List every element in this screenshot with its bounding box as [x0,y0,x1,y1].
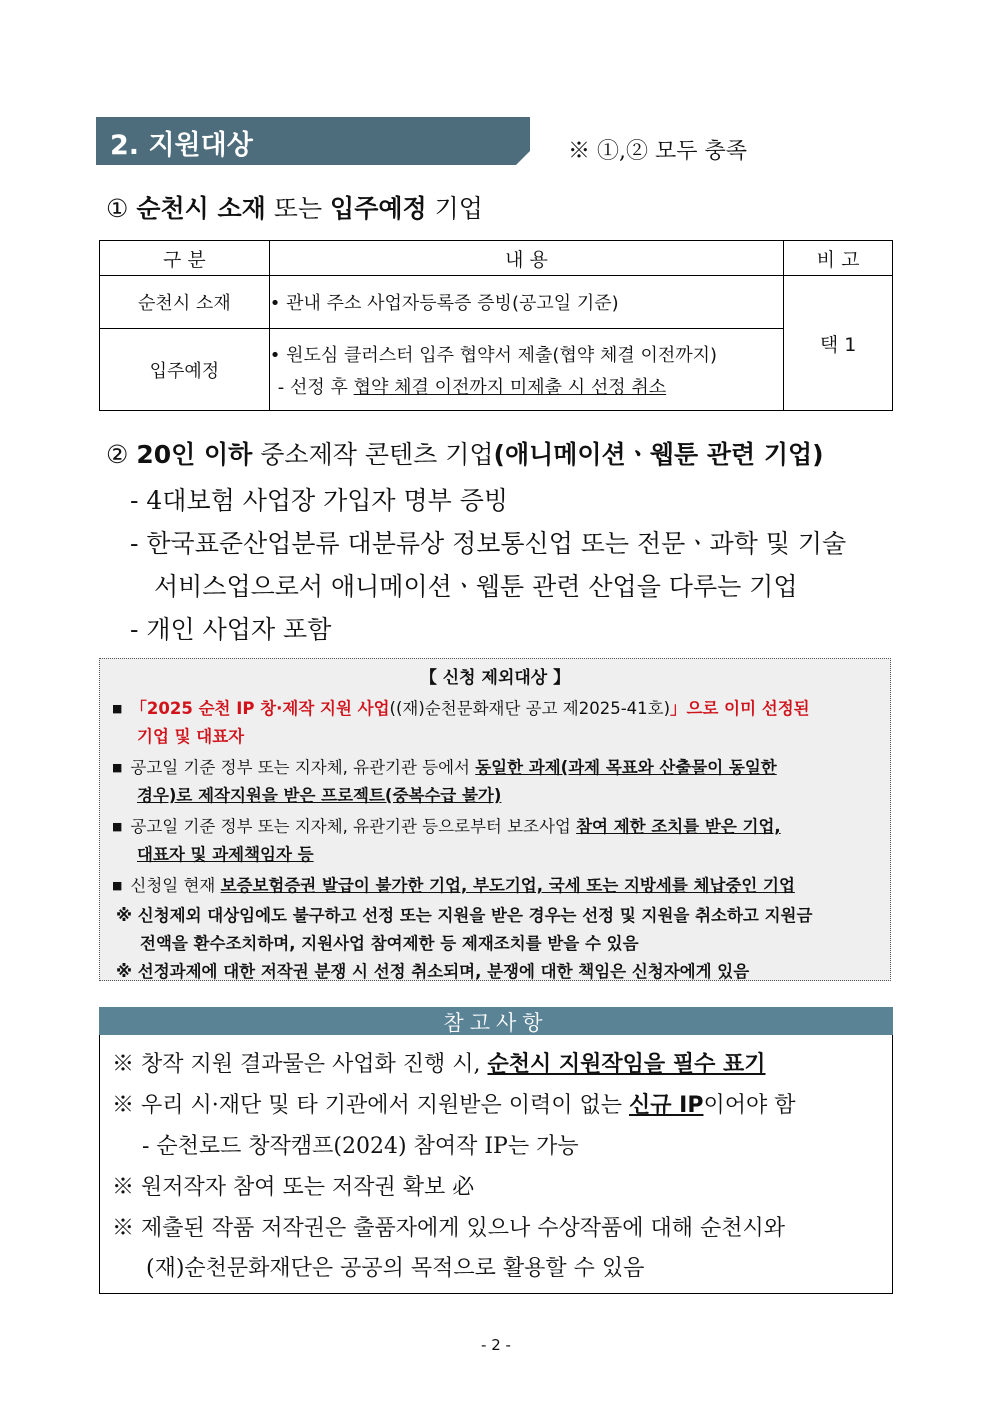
exclusion-text: 공고일 기준 정부 또는 지자체, 유관기관 등에서 [130,758,476,777]
criterion-2-bullet: - 한국표준산업분류 대분류상 정보통신업 또는 전문ㆍ과학 및 기술 [130,529,847,558]
row-content: • 관내 주소 사업자등록증 증빙(공고일 기준) [269,276,783,329]
reference-underlined: 순천시 지원작임을 필수 표기 [487,1052,766,1077]
reference-header-bar [99,1007,893,1035]
criterion-1-number: ① [106,194,129,223]
criterion-2-bullet-cont: 서비스업으로서 애니메이션ㆍ웹툰 관련 산업을 다루는 기업 [154,572,798,601]
exclusion-item-cont: 기업 및 대표자 [137,727,245,746]
criterion-2-bullet: - 4대보험 사업장 가입자 명부 증빙 [130,486,509,515]
table-note: 택 1 [784,276,893,411]
criterion-2-mid: 중소제작 콘텐츠 기업 [252,440,494,469]
table-row [100,329,893,411]
criterion-2-heading [106,435,824,471]
exclusion-item [112,872,795,896]
exclusion-box [99,658,891,981]
criterion-2-bold-a: 20인 이하 [136,440,253,469]
reference-subitem: - 순천로드 창작캠프(2024) 참여작 IP는 가능 [142,1134,579,1159]
table-header-category: 구 분 [100,241,270,276]
exclusion-text: ((재)순천문화재단 공고 제2025-41호) [389,699,671,718]
row-label: 순천시 소재 [100,276,270,329]
exclusion-red-text: 」으로 이미 선정된 [670,699,810,718]
page-number: - 2 - [481,1336,511,1354]
exclusion-item [112,754,777,778]
criterion-1-bold-b: 입주예정 [330,194,427,223]
reference-item: ※ 원저작자 참여 또는 저작권 확보 必 [112,1175,475,1200]
row-content-subline [270,373,783,399]
section-header [96,117,530,165]
reference-title: 참고사항 [443,1011,549,1035]
row-content [269,329,783,411]
exclusion-note: ※ 선정과제에 대한 저작권 분쟁 시 선정 취소되며, 분쟁에 대한 책임은 신청자에게 있음 [116,962,750,981]
row-content-line: • 원도심 클러스터 입주 협약서 제출(협약 체결 이전까지) [269,344,718,366]
square-bullet-icon: ■ [112,879,123,892]
exclusion-underlined: 대표자 및 과제책임자 등 [137,845,314,864]
criterion-2-number: ② [106,440,129,469]
reference-box [99,1035,893,1294]
exclusion-underlined: 경우)로 제작지원을 받은 프로젝트(중복수급 불가) [137,786,502,805]
criterion-1-mid: 또는 [265,194,331,223]
exclusion-title: 【 신청 제외대상 】 [419,668,571,688]
reference-text: 이어야 함 [703,1093,796,1118]
square-bullet-icon: ■ [112,761,123,774]
exclusion-item [112,813,781,837]
exclusion-item-cont [137,782,501,806]
table-row [100,276,893,329]
table-header-content: 내 용 [269,241,783,276]
reference-item-cont: (재)순천문화재단은 공공의 목적으로 활용할 수 있음 [146,1256,645,1281]
exclusion-underlined: 동일한 과제(과제 목표와 산출물이 동일한 [475,758,777,777]
exclusion-item [112,695,810,719]
exclusion-text: 공고일 기준 정부 또는 지자체, 유관기관 등으로부터 보조사업 [130,817,577,836]
criterion-1-heading [106,189,483,225]
reference-item [112,1047,766,1078]
criterion-2-bold-b: (애니메이션ㆍ웹툰 관련 기업) [493,440,824,469]
reference-item: ※ 제출된 작품 저작권은 출품자에게 있으나 수상작품에 대해 순천시와 [112,1216,786,1241]
subline-prefix: - 선정 후 [277,376,354,398]
exclusion-underlined: 참여 제한 조치를 받은 기업, [576,817,781,836]
square-bullet-icon: ■ [112,820,123,833]
reference-underlined: 신규 IP [628,1093,704,1118]
exclusion-note: ※ 신청제외 대상임에도 불구하고 선정 또는 지원을 받은 경우는 선정 및 지원을 취소하고 지원금 [116,906,813,925]
exclusion-note-cont: 전액을 환수조치하며, 지원사업 참여제한 등 제재조치를 받을 수 있음 [140,934,639,953]
criterion-1-table [99,240,893,411]
criterion-2-bullet: - 개인 사업자 포함 [130,615,332,644]
exclusion-underlined: 보증보험증권 발급이 불가한 기업, 부도기업, 국세 또는 지방세를 체납중인 기업 [220,876,795,895]
criterion-1-tail: 기업 [426,194,483,223]
exclusion-text: 신청일 현재 [130,876,221,895]
reference-item [112,1088,795,1119]
section-title: 2. 지원대상 [110,130,253,161]
row-label: 입주예정 [100,329,270,411]
section-note: ※ ①,② 모두 충족 [568,139,747,164]
reference-text: ※ 우리 시·재단 및 타 기관에서 지원받은 이력이 없는 [112,1093,629,1118]
subline-underlined: 협약 체결 이전까지 미제출 시 선정 취소 [353,376,667,398]
reference-text: ※ 창작 지원 결과물은 사업화 진행 시, [112,1052,488,1077]
square-bullet-icon: ■ [112,702,123,715]
criterion-1-bold-a: 순천시 소재 [136,194,266,223]
exclusion-red-text: 「2025 순천 IP 창·제작 지원 사업 [130,699,390,718]
table-header-note: 비 고 [784,241,893,276]
exclusion-item-cont [137,841,314,865]
